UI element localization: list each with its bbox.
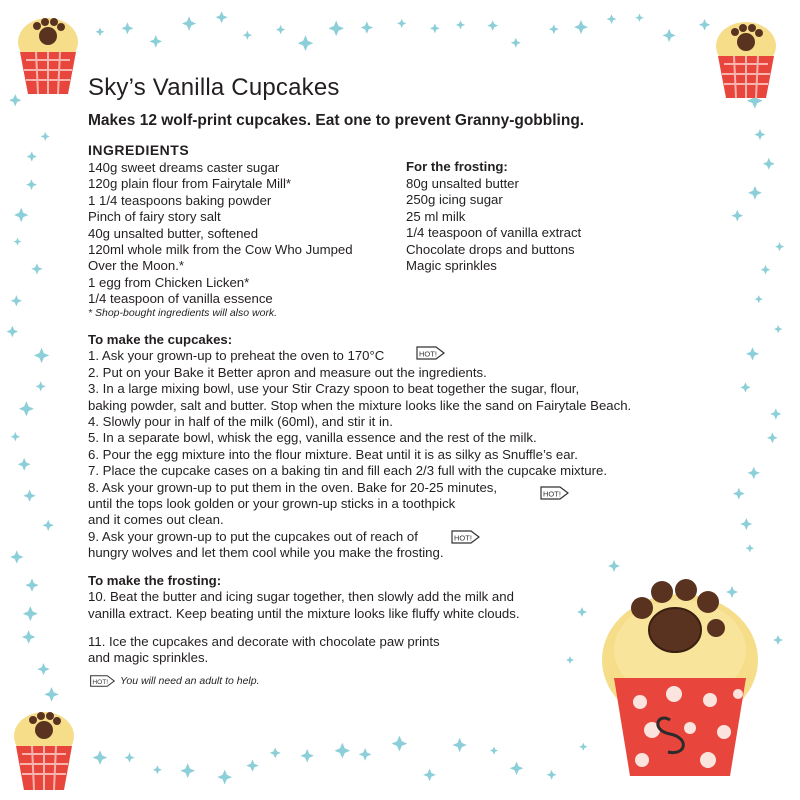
method-line: 7. Place the cupcake cases on a baking tin and fill each 2/3 full with the cupcake mixture. (88, 463, 608, 479)
star-icon (763, 158, 775, 170)
ingredient-item: Over the Moon.* (88, 258, 185, 274)
ingredient-item: 120g plain flour from Fairytale Mill* (88, 176, 292, 192)
ingredient-item: 1 1/4 teaspoons baking powder (88, 192, 272, 208)
star-icon (549, 24, 559, 34)
cupcake-top-right-icon (706, 12, 786, 102)
ingredient-item: 140g sweet dreams caster sugar (88, 160, 280, 175)
star-icon (490, 747, 498, 755)
recipe-subtitle: Makes 12 wolf-print cupcakes. Eat one to prevent Granny-gobbling. (88, 112, 585, 129)
frosting-method-section (88, 573, 520, 622)
star-icon (663, 29, 676, 42)
star-icon (153, 765, 162, 774)
star-icon (574, 20, 588, 34)
star-icon (149, 35, 162, 48)
method-line: and it comes out clean. (88, 512, 224, 528)
frosting-ingredient-item: 1/4 teaspoon of vanilla extract (406, 225, 582, 241)
star-icon (746, 544, 755, 553)
star-icon (761, 265, 771, 275)
method-heading: To make the cupcakes: (88, 332, 233, 347)
star-icon (547, 770, 557, 780)
star-icon (7, 326, 19, 338)
method-line: 1. Ask your grown-up to preheat the oven to 170°C (88, 348, 385, 364)
star-icon (34, 348, 50, 363)
star-icon (487, 20, 498, 31)
frosting-ingredient-item: Magic sprinkles (406, 258, 497, 274)
method-line: hungry wolves and let them cool while you make the frosting. (88, 545, 444, 561)
star-icon (770, 408, 781, 419)
ingredients-note: * Shop-bought ingredients will also work. (88, 307, 278, 319)
star-icon (335, 743, 351, 759)
star-icon (41, 132, 50, 141)
method-line: 4. Slowly pour in half of the milk (60ml), and stir it in. (88, 414, 393, 430)
star-icon (733, 488, 745, 500)
star-icon (216, 11, 228, 23)
hot-warning-icon (414, 344, 446, 362)
star-icon (14, 208, 28, 222)
method-line: 9. Ask your grown-up to put the cupcakes out of reach of (88, 528, 418, 544)
star-icon (95, 27, 104, 36)
final-step (88, 634, 440, 667)
star-icon (18, 458, 31, 471)
frosting-ingredient-item: 80g unsalted butter (406, 176, 519, 191)
frosting-ingredient-item: Chocolate drops and buttons (406, 241, 575, 257)
star-icon (746, 347, 759, 360)
star-icon (732, 210, 744, 222)
hot-warning-icon (449, 528, 481, 546)
star-icon (774, 325, 782, 333)
star-icon (43, 520, 54, 531)
frosting-ingredient-item: 25 ml milk (406, 208, 466, 224)
hot-warning-icon (538, 484, 570, 502)
star-icon (125, 753, 135, 763)
star-icon (37, 663, 49, 675)
star-icon (391, 736, 407, 752)
star-icon (19, 401, 34, 416)
final-step-line: 11. Ice the cupcakes and decorate with chocolate paw prints (88, 634, 440, 649)
star-icon (44, 687, 59, 702)
star-icon (270, 748, 281, 759)
star-icon (180, 763, 195, 778)
star-icon (740, 518, 752, 530)
star-icon (775, 242, 784, 251)
star-icon (740, 382, 750, 392)
star-icon (27, 151, 37, 161)
star-icon (577, 607, 587, 617)
frosting-ingredients-list (406, 176, 581, 274)
ingredient-item: 1 egg from Chicken Licken* (88, 274, 250, 290)
star-icon (579, 743, 587, 751)
hot-legend-text: You will need an adult to help. (120, 675, 260, 687)
svg-text:HOT!: HOT! (92, 679, 109, 687)
method-line: 6. Pour the egg mixture into the flour mixture. Beat until it is as silky as Snuffle’s ear. (88, 446, 578, 462)
star-icon (359, 748, 372, 761)
svg-text:HOT!: HOT! (419, 349, 437, 359)
star-icon (246, 759, 258, 771)
method-line: 2. Put on your Bake it Better apron and measure out the ingredients. (88, 364, 487, 380)
method-line: 3. In a large mixing bowl, use your Stir Crazy spoon to beat together the sugar, flour, (88, 381, 580, 397)
star-icon (298, 35, 314, 51)
frosting-method-line: 10. Beat the butter and icing sugar together, then slowly add the milk and (88, 589, 514, 605)
star-icon (10, 550, 23, 563)
star-icon (511, 38, 521, 48)
method-section (88, 332, 688, 562)
ingredients-list (88, 160, 388, 308)
star-icon (748, 186, 762, 200)
ingredient-item: 120ml whole milk from the Cow Who Jumped (88, 242, 353, 258)
star-icon (456, 20, 465, 29)
frosting-method-heading: To make the frosting: (88, 573, 222, 588)
star-icon (635, 14, 643, 22)
method-line: until the tops look golden or your grown-up sticks in a toothpick (88, 496, 456, 512)
large-cupcake-icon (590, 570, 770, 780)
method-line: 5. In a separate bowl, whisk the egg, vanilla essence and the rest of the milk. (88, 430, 537, 446)
star-icon (328, 21, 344, 37)
star-icon (22, 630, 36, 644)
star-icon (182, 16, 196, 30)
method-line: baking powder, salt and butter. Stop when the mixture looks like the sand on Fairytale Beach. (88, 397, 632, 413)
star-icon (121, 22, 133, 34)
method-line: 8. Ask your grown-up to put them in the oven. Bake for 20-25 minutes, (88, 479, 498, 495)
star-icon (14, 238, 22, 246)
star-icon (300, 749, 314, 763)
star-icon (754, 129, 765, 140)
star-icon (430, 23, 440, 33)
star-icon (361, 21, 373, 33)
frosting-method-line: vanilla extract. Keep beating until the mixture looks like fluffy white clouds. (88, 605, 520, 621)
star-icon (397, 19, 406, 28)
star-icon (767, 432, 778, 443)
star-icon (423, 769, 436, 782)
star-icon (755, 295, 763, 303)
svg-text:HOT!: HOT! (543, 489, 561, 499)
star-icon (607, 14, 617, 24)
star-icon (31, 263, 42, 274)
ingredient-item: 40g unsalted butter, softened (88, 225, 259, 241)
star-icon (25, 578, 39, 591)
cupcake-bottom-left-icon (4, 702, 84, 794)
frosting-ingredient-item: 250g icing sugar (406, 192, 503, 208)
ingredients-heading: INGREDIENTS (88, 142, 190, 158)
svg-text:HOT!: HOT! (454, 533, 472, 543)
star-icon (453, 738, 467, 752)
cupcake-top-left-icon (8, 8, 88, 98)
star-icon (26, 179, 37, 190)
frosting-heading: For the frosting: (406, 159, 508, 174)
star-icon (773, 635, 783, 645)
star-icon (93, 750, 108, 765)
star-icon (36, 381, 46, 391)
recipe-title: Sky’s Vanilla Cupcakes (88, 74, 340, 101)
star-icon (566, 656, 574, 664)
ingredient-item: Pinch of fairy story salt (88, 209, 221, 225)
hot-warning-icon (88, 673, 116, 689)
ingredient-item: 1/4 teaspoon of vanilla essence (88, 291, 273, 307)
star-icon (276, 25, 285, 34)
star-icon (11, 295, 22, 306)
star-icon (243, 31, 252, 40)
star-icon (11, 432, 21, 442)
hot-legend (88, 673, 260, 689)
star-icon (23, 490, 35, 502)
star-icon (217, 770, 232, 785)
star-icon (23, 606, 38, 621)
star-icon (748, 467, 761, 480)
star-icon (510, 762, 524, 776)
final-step-line: and magic sprinkles. (88, 650, 209, 666)
